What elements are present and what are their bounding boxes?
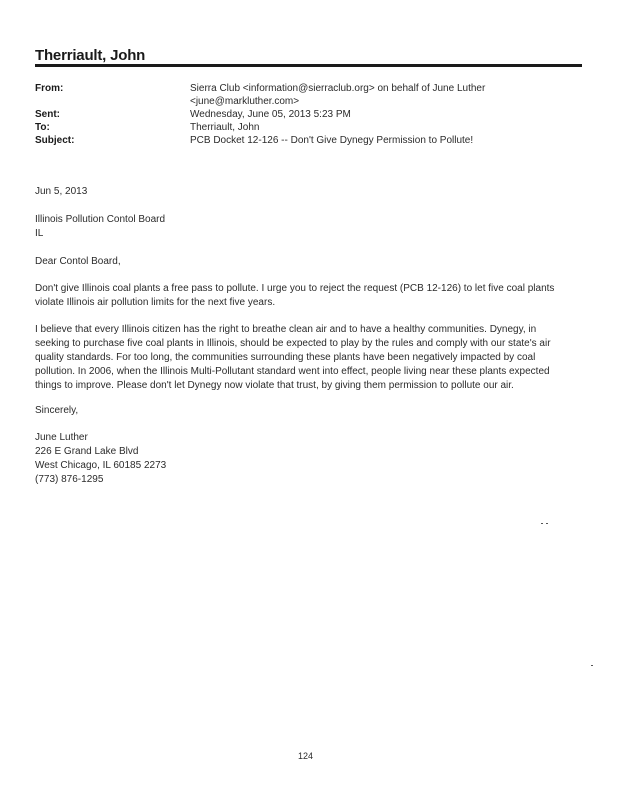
paragraph-2-line: things to improve. Please don't let Dynegy now violate that trust, by giving them permission to pollute our air. [35,380,514,391]
salutation: Dear Contol Board, [35,256,121,267]
paragraph-2-line: I believe that every Illinois citizen has the right to breathe clean air and to have a healthy communities. Dynegy, in [35,324,537,335]
to-label: To: [35,122,50,133]
header-rule [35,64,582,67]
sent-label: Sent: [35,109,60,120]
from-value-email: <june@markluther.com> [190,96,300,107]
scan-speck [591,665,593,666]
signature-phone: (773) 876-1295 [35,474,104,485]
letter-date: Jun 5, 2013 [35,186,88,197]
sent-value: Wednesday, June 05, 2013 5:23 PM [190,109,351,120]
mailbox-owner-name: Therriault, John [35,47,146,64]
page-number: 124 [298,751,314,761]
subject-value: PCB Docket 12-126 -- Don't Give Dynegy Permission to Pollute! [190,135,474,146]
paragraph-2-line: seeking to purchase five coal plants in Illinois, should be expected to play by the rules and comply with our state's air [35,338,551,349]
paragraph-1-line: Don't give Illinois coal plants a free pass to pollute. I urge you to reject the request (PCB 12-126) to let five coal plants [35,283,555,294]
recipient-name: Illinois Pollution Contol Board [35,214,166,225]
signature-name: June Luther [35,432,88,443]
signature-address-line: West Chicago, IL 60185 2273 [35,460,167,471]
from-value: Sierra Club <information@sierraclub.org> on behalf of June Luther [190,83,486,94]
scan-speck [546,523,548,524]
signature-address-line: 226 E Grand Lake Blvd [35,446,139,457]
paragraph-2-line: quality standards. For too long, the communities surrounding these plants have been negatively impacted by coal [35,352,536,363]
recipient-state: IL [35,228,44,239]
scan-speck [541,523,543,524]
to-value: Therriault, John [190,122,260,133]
paragraph-2-line: pollution. In 2006, when the Illinois Multi-Pollutant standard went into effect, people living near these plants expected [35,366,550,377]
paragraph-1-line: violate Illinois air pollution limits for the next five years. [35,297,276,308]
closing: Sincerely, [35,405,79,416]
from-label: From: [35,83,64,94]
subject-label: Subject: [35,135,75,146]
